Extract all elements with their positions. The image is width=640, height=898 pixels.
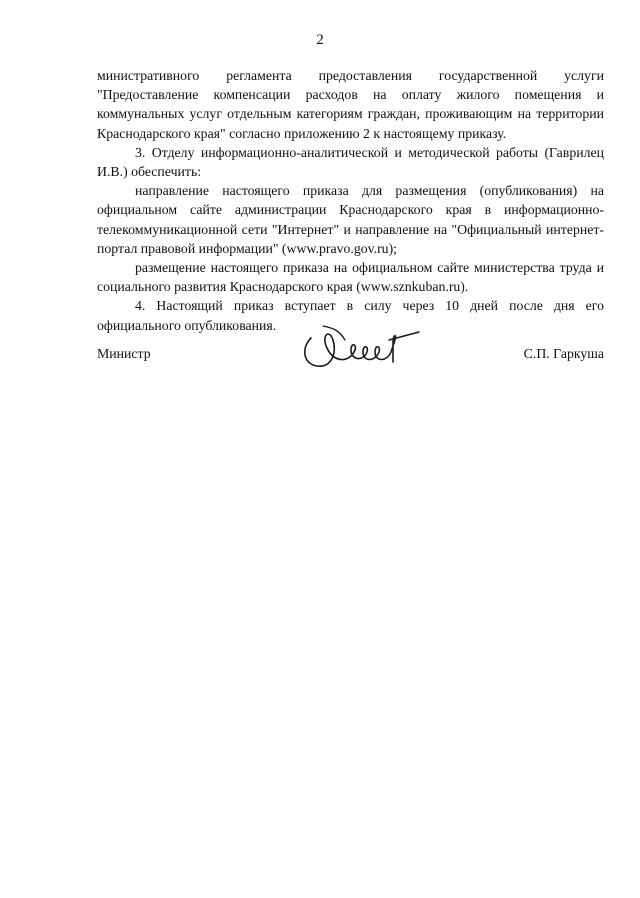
page-number: 2 bbox=[316, 32, 324, 48]
paragraph-regulation-continuation: министративного регламента предоставления государственной услуги "Предоставление компенсации расходов на оплату жилого помещения и коммунальных услуг отдельным категориям граждан, проживающим на территории Краснодарского края" согласно приложению 2 к настоящему приказу. bbox=[97, 68, 604, 141]
signature-block bbox=[97, 340, 604, 370]
signatory-title: Министр bbox=[97, 346, 151, 361]
document-body bbox=[97, 66, 604, 335]
paragraph-item-4: 4. Настоящий приказ вступает в силу через 10 дней после дня его официального опубликования. bbox=[97, 298, 604, 333]
paragraph-publication-direction: направление настоящего приказа для размещения (опубликования) на официальном сайте администрации Краснодарского края в информационно-телекоммуникационной сети "Интернет" и направление на "Официальный интернет-портал правовой информации" (www.pravo.gov.ru); bbox=[97, 183, 604, 256]
paragraph-ministry-site-placement: размещение настоящего приказа на официальном сайте министерства труда и социального развития Краснодарского края (www.sznkuban.ru). bbox=[97, 260, 604, 295]
handwritten-signature-icon bbox=[293, 318, 423, 378]
signatory-name: С.П. Гаркуша bbox=[523, 346, 604, 361]
paragraph-item-3: 3. Отделу информационно-аналитической и методической работы (Гаврилец И.В.) обеспечить: bbox=[97, 144, 604, 180]
